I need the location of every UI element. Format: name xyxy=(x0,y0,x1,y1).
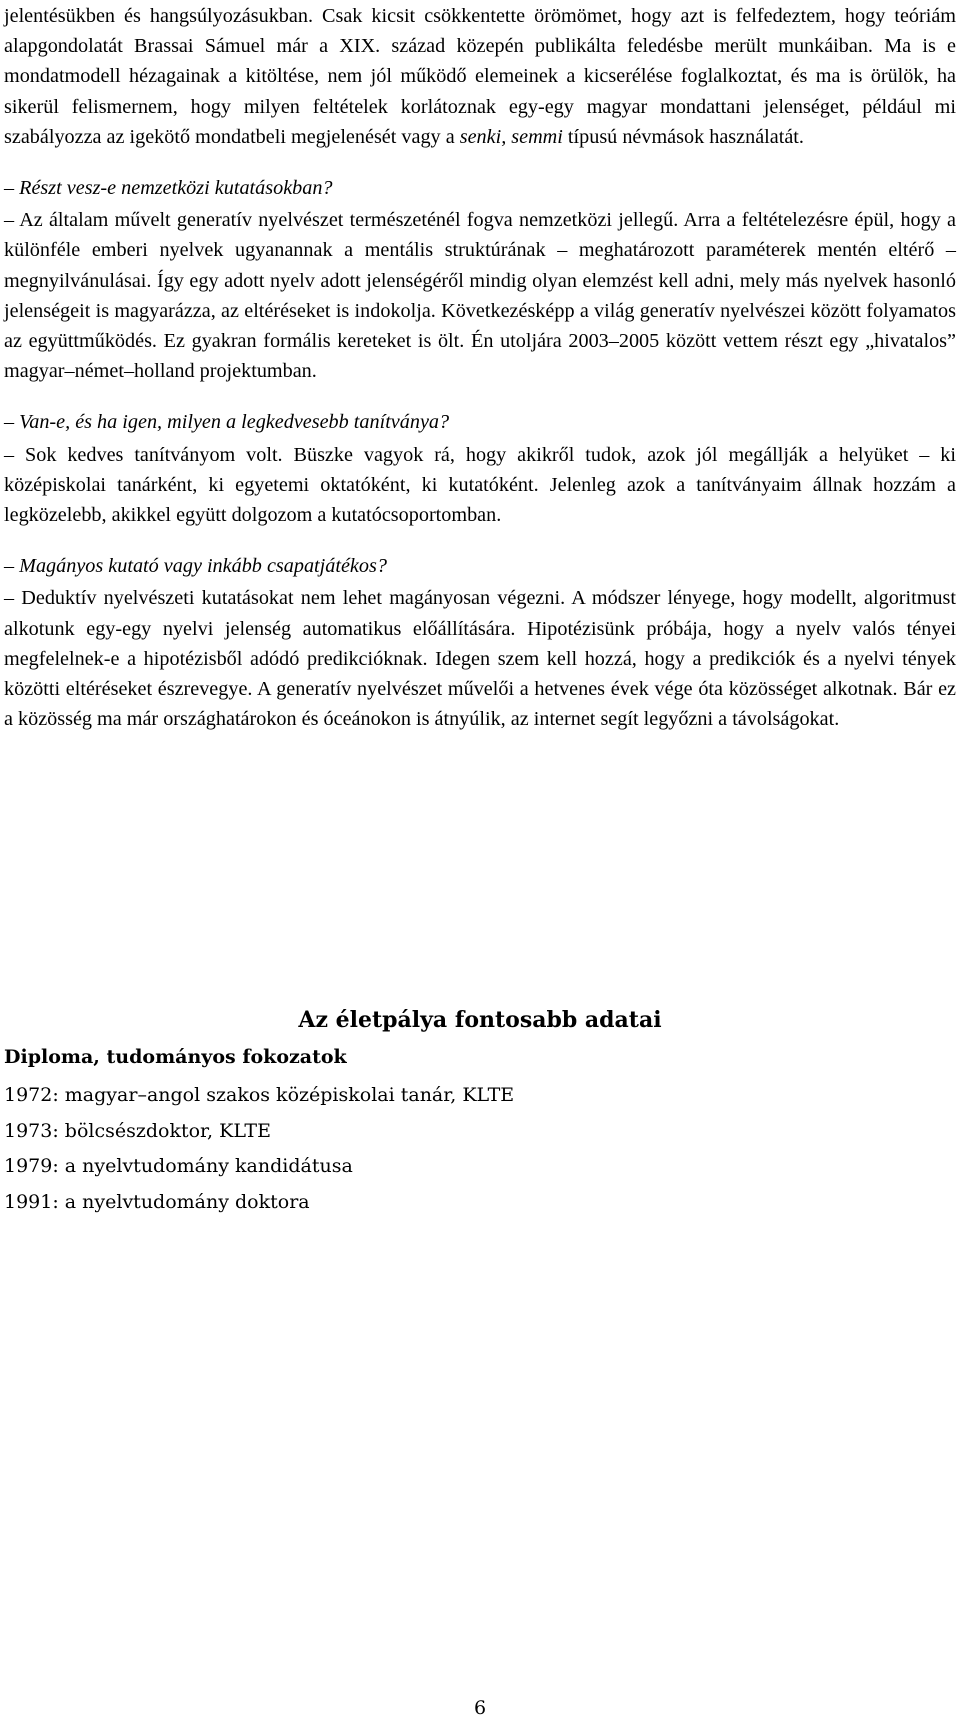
degrees-list xyxy=(4,1078,514,1220)
paragraph-1-end-text: típusú névmások használatát. xyxy=(562,125,804,148)
degree-item: 1972: magyar–angol szakos középiskolai tanár, KLTE xyxy=(4,1084,515,1106)
body-paragraph-1 xyxy=(4,1,956,152)
section-title: Az életpálya fontosabb adatai xyxy=(298,1007,662,1033)
question-2: – Van-e, és ha igen, milyen a legkedvesebb tanítványa? xyxy=(4,411,450,434)
degree-item: 1979: a nyelvtudomány kandidátusa xyxy=(4,1155,353,1177)
paragraph-1-italic-text: senki, semmi xyxy=(459,125,563,148)
answer-1: – Az általam művelt generatív nyelvészet természeténél fogva nemzetközi jellegű. Arra a feltételezésre épül, hogy a különféle emberi nyelvek ugyanannak a mentális struktúrának – meghatározott paraméterek mentén eltérő – megnyilvánulásai. Így egy adott nyelv adott jelenségéről mindig olyan elemzést kell adni, mely más nyelvek hasonló jelenségeit is magyarázza, az eltéréseket is indokolja. Következésképp a világ generatív nyelvészei között folyamatos az együttműködés. Ez gyakran formális kereteket is ölt. Én utoljára 2003–2005 között vettem részt egy „hivatalos” magyar–német–holland projektumban. xyxy=(4,209,956,383)
answer-2: – Sok kedves tanítványom volt. Büszke vagyok rá, hogy akikről tudok, azok jól megállják a helyüket – ki középiskolai tanárként, ki egyetemi oktatóként, ki kutatóként. Jelenleg azok a tanítványaim állnak hozzám a legközelebb, akikkel együtt dolgozom a kutatócsoportomban. xyxy=(4,443,956,527)
question-1: – Részt vesz-e nemzetközi kutatásokban? xyxy=(4,177,333,200)
degree-item: 1973: bölcsészdoktor, KLTE xyxy=(4,1119,271,1142)
answer-3: – Deduktív nyelvészeti kutatásokat nem lehet magányosan végezni. A módszer lényege, hogy modellt, algoritmust alkotunk egy-egy nyelvi jelenség automatikus előállítására. Hipotézisünk próbája, hogy a nyelv valós tényei megfelelnek-e a hipotézisből adódó predikcióknak. Idegen szem kell hozzá, hogy a predikciók és a nyelvi tények közötti eltéréseket észrevegye. A generatív nyelvészet művelői a hetvenes évek vége óta közösséget alkotnak. Bár ez a közösség ma már országhatárokon és óceánokon is átnyúlik, az internet segít legyőzni a távolságokat. xyxy=(4,587,956,731)
degree-item: 1991: a nyelvtudomány doktora xyxy=(4,1190,310,1213)
page-number: 6 xyxy=(473,1697,487,1719)
document-page xyxy=(4,0,956,1719)
degrees-subheading: Diploma, tudományos fokozatok xyxy=(4,1046,347,1068)
paragraph-1-text: jelentésükben és hangsúlyozásukban. Csak kicsit csökkentette örömömet, hogy azt is felfedeztem, hogy teóriám alapgondolatát Brassai Sámuel már a XIX. század közepén publikálta feledésbe merült munkáiban. Ma is e mondatmodell hézagainak a kitöltése, nem jól működő elemeinek a kicserélése foglalkoztat, és ma is örülök, ha sikerül felismernem, hogy milyen feltételek korlátoznak egy-egy magyar mondattani jelenséget, például mi szabályozza az igekötő mondatbeli megjelenését vagy a xyxy=(4,5,956,148)
question-3: – Magányos kutató vagy inkább csapatjátékos? xyxy=(4,555,387,578)
